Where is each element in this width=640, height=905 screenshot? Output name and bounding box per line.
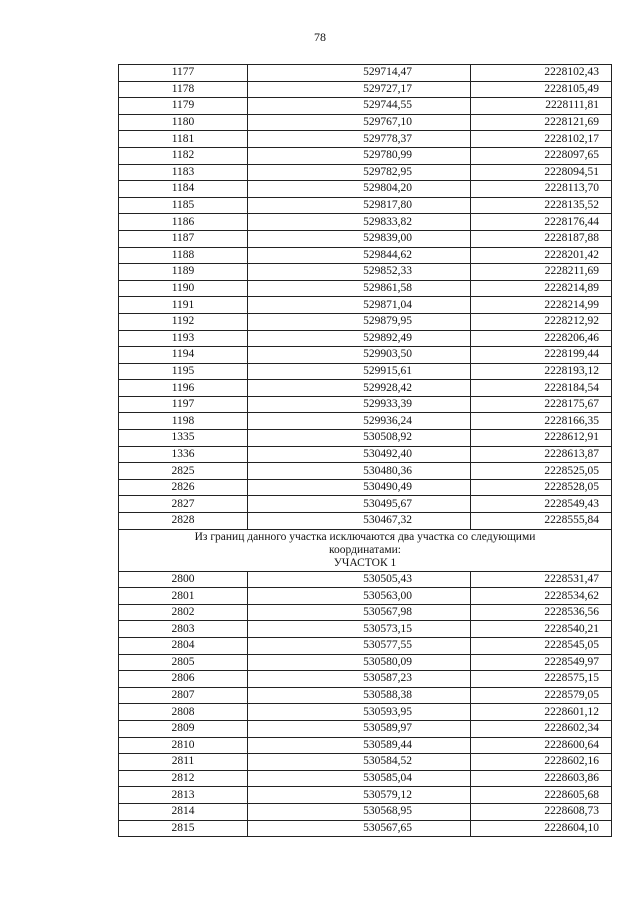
x-coordinate-cell: 530492,40 — [248, 446, 471, 463]
x-coordinate-cell: 530585,04 — [248, 770, 471, 787]
point-number-cell: 1190 — [119, 280, 248, 297]
x-coordinate-cell: 529782,95 — [248, 164, 471, 181]
point-number-cell: 1183 — [119, 164, 248, 181]
point-number-cell: 1178 — [119, 81, 248, 98]
table-row — [119, 770, 612, 787]
x-coordinate-cell: 529936,24 — [248, 413, 471, 430]
x-coordinate-cell: 530593,95 — [248, 704, 471, 721]
y-coordinate-cell: 2228176,44 — [471, 214, 612, 231]
exclusion-note-row — [119, 529, 612, 571]
point-number-cell: 1194 — [119, 347, 248, 364]
y-coordinate-cell: 2228187,88 — [471, 230, 612, 247]
table-row — [119, 230, 612, 247]
table-row — [119, 98, 612, 115]
x-coordinate-cell: 529744,55 — [248, 98, 471, 115]
point-number-cell: 2826 — [119, 479, 248, 496]
x-coordinate-cell: 530584,52 — [248, 754, 471, 771]
y-coordinate-cell: 2228193,12 — [471, 363, 612, 380]
x-coordinate-cell: 530580,09 — [248, 654, 471, 671]
x-coordinate-cell: 529727,17 — [248, 81, 471, 98]
table-row — [119, 737, 612, 754]
y-coordinate-cell: 2228601,12 — [471, 704, 612, 721]
x-coordinate-cell: 530573,15 — [248, 621, 471, 638]
x-coordinate-cell: 530589,44 — [248, 737, 471, 754]
table-row — [119, 363, 612, 380]
x-coordinate-cell: 530505,43 — [248, 571, 471, 588]
y-coordinate-cell: 2228579,05 — [471, 687, 612, 704]
table-row — [119, 264, 612, 281]
point-number-cell: 2811 — [119, 754, 248, 771]
table-row — [119, 347, 612, 364]
x-coordinate-cell: 530587,23 — [248, 671, 471, 688]
point-number-cell: 2809 — [119, 720, 248, 737]
table-row — [119, 330, 612, 347]
table-row — [119, 496, 612, 513]
point-number-cell: 2801 — [119, 588, 248, 605]
table-row — [119, 313, 612, 330]
table-row — [119, 820, 612, 837]
table-row — [119, 704, 612, 721]
x-coordinate-cell: 530577,55 — [248, 638, 471, 655]
point-number-cell: 2805 — [119, 654, 248, 671]
y-coordinate-cell: 2228605,68 — [471, 787, 612, 804]
x-coordinate-cell: 529871,04 — [248, 297, 471, 314]
x-coordinate-cell: 529861,58 — [248, 280, 471, 297]
exclusion-note-line2: координатами: — [329, 543, 401, 556]
coordinates-bottom-rows — [119, 571, 612, 837]
point-number-cell: 1180 — [119, 114, 248, 131]
y-coordinate-cell: 2228214,99 — [471, 297, 612, 314]
coordinates-table — [118, 64, 612, 837]
x-coordinate-cell: 529833,82 — [248, 214, 471, 231]
table-row — [119, 214, 612, 231]
y-coordinate-cell: 2228166,35 — [471, 413, 612, 430]
point-number-cell: 2814 — [119, 803, 248, 820]
y-coordinate-cell: 2228534,62 — [471, 588, 612, 605]
point-number-cell: 2802 — [119, 604, 248, 621]
point-number-cell: 2828 — [119, 513, 248, 530]
y-coordinate-cell: 2228549,97 — [471, 654, 612, 671]
x-coordinate-cell: 530589,97 — [248, 720, 471, 737]
y-coordinate-cell: 2228201,42 — [471, 247, 612, 264]
point-number-cell: 1335 — [119, 430, 248, 447]
y-coordinate-cell: 2228528,05 — [471, 479, 612, 496]
point-number-cell: 1188 — [119, 247, 248, 264]
point-number-cell: 1192 — [119, 313, 248, 330]
x-coordinate-cell: 529915,61 — [248, 363, 471, 380]
x-coordinate-cell: 529714,47 — [248, 65, 471, 82]
x-coordinate-cell: 529928,42 — [248, 380, 471, 397]
table-row — [119, 131, 612, 148]
table-row — [119, 446, 612, 463]
point-number-cell: 2803 — [119, 621, 248, 638]
table-row — [119, 164, 612, 181]
table-row — [119, 787, 612, 804]
y-coordinate-cell: 2228612,91 — [471, 430, 612, 447]
point-number-cell: 1187 — [119, 230, 248, 247]
exclusion-note — [119, 529, 612, 571]
point-number-cell: 1196 — [119, 380, 248, 397]
y-coordinate-cell: 2228613,87 — [471, 446, 612, 463]
table-row — [119, 588, 612, 605]
x-coordinate-cell: 530508,92 — [248, 430, 471, 447]
point-number-cell: 1197 — [119, 396, 248, 413]
table-row — [119, 720, 612, 737]
y-coordinate-cell: 2228206,46 — [471, 330, 612, 347]
x-coordinate-cell: 530579,12 — [248, 787, 471, 804]
x-coordinate-cell: 530568,95 — [248, 803, 471, 820]
point-number-cell: 1336 — [119, 446, 248, 463]
y-coordinate-cell: 2228102,43 — [471, 65, 612, 82]
y-coordinate-cell: 2228608,73 — [471, 803, 612, 820]
table-row — [119, 396, 612, 413]
x-coordinate-cell: 529804,20 — [248, 181, 471, 198]
table-row — [119, 413, 612, 430]
table-row — [119, 654, 612, 671]
y-coordinate-cell: 2228105,49 — [471, 81, 612, 98]
x-coordinate-cell: 529778,37 — [248, 131, 471, 148]
point-number-cell: 1193 — [119, 330, 248, 347]
y-coordinate-cell: 2228602,34 — [471, 720, 612, 737]
y-coordinate-cell: 2228113,70 — [471, 181, 612, 198]
section-title: УЧАСТОК 1 — [333, 556, 397, 569]
table-row — [119, 81, 612, 98]
x-coordinate-cell: 530490,49 — [248, 479, 471, 496]
point-number-cell: 2812 — [119, 770, 248, 787]
table-row — [119, 513, 612, 530]
table-row — [119, 803, 612, 820]
x-coordinate-cell: 529852,33 — [248, 264, 471, 281]
y-coordinate-cell: 2228199,44 — [471, 347, 612, 364]
table-row — [119, 247, 612, 264]
x-coordinate-cell: 529903,50 — [248, 347, 471, 364]
y-coordinate-cell: 2228214,89 — [471, 280, 612, 297]
table-row — [119, 604, 612, 621]
x-coordinate-cell: 529780,99 — [248, 147, 471, 164]
x-coordinate-cell: 529933,39 — [248, 396, 471, 413]
x-coordinate-cell: 530588,38 — [248, 687, 471, 704]
x-coordinate-cell: 530480,36 — [248, 463, 471, 480]
point-number-cell: 1195 — [119, 363, 248, 380]
point-number-cell: 1185 — [119, 197, 248, 214]
y-coordinate-cell: 2228097,65 — [471, 147, 612, 164]
point-number-cell: 1181 — [119, 131, 248, 148]
point-number-cell: 2825 — [119, 463, 248, 480]
x-coordinate-cell: 529767,10 — [248, 114, 471, 131]
y-coordinate-cell: 2228555,84 — [471, 513, 612, 530]
table-row — [119, 687, 612, 704]
exclusion-note-line1: Из границ данного участка исключаются два участка со следующими — [194, 530, 536, 543]
table-row — [119, 479, 612, 496]
y-coordinate-cell: 2228211,69 — [471, 264, 612, 281]
y-coordinate-cell: 2228102,17 — [471, 131, 612, 148]
table-row — [119, 147, 612, 164]
table-row — [119, 280, 612, 297]
x-coordinate-cell: 529892,49 — [248, 330, 471, 347]
table-row — [119, 380, 612, 397]
point-number-cell: 2815 — [119, 820, 248, 837]
y-coordinate-cell: 2228212,92 — [471, 313, 612, 330]
page-number: 78 — [314, 30, 326, 44]
point-number-cell: 2804 — [119, 638, 248, 655]
point-number-cell: 2827 — [119, 496, 248, 513]
table-row — [119, 621, 612, 638]
y-coordinate-cell: 2228602,16 — [471, 754, 612, 771]
table-row — [119, 181, 612, 198]
y-coordinate-cell: 2228549,43 — [471, 496, 612, 513]
table-row — [119, 638, 612, 655]
x-coordinate-cell: 529839,00 — [248, 230, 471, 247]
y-coordinate-cell: 2228604,10 — [471, 820, 612, 837]
table-row — [119, 671, 612, 688]
table-row — [119, 197, 612, 214]
table-row — [119, 114, 612, 131]
point-number-cell: 1184 — [119, 181, 248, 198]
x-coordinate-cell: 530467,32 — [248, 513, 471, 530]
y-coordinate-cell: 2228121,69 — [471, 114, 612, 131]
y-coordinate-cell: 2228135,52 — [471, 197, 612, 214]
point-number-cell: 1177 — [119, 65, 248, 82]
x-coordinate-cell: 530567,98 — [248, 604, 471, 621]
y-coordinate-cell: 2228600,64 — [471, 737, 612, 754]
point-number-cell: 1191 — [119, 297, 248, 314]
y-coordinate-cell: 2228175,67 — [471, 396, 612, 413]
y-coordinate-cell: 2228531,47 — [471, 571, 612, 588]
y-coordinate-cell: 2228545,05 — [471, 638, 612, 655]
coordinates-top-rows — [119, 65, 612, 530]
y-coordinate-cell: 2228575,15 — [471, 671, 612, 688]
table-row — [119, 297, 612, 314]
table-row — [119, 65, 612, 82]
table-row — [119, 571, 612, 588]
point-number-cell: 2813 — [119, 787, 248, 804]
x-coordinate-cell: 530495,67 — [248, 496, 471, 513]
point-number-cell: 1182 — [119, 147, 248, 164]
table-row — [119, 754, 612, 771]
point-number-cell: 1186 — [119, 214, 248, 231]
table-row — [119, 430, 612, 447]
x-coordinate-cell: 529844,62 — [248, 247, 471, 264]
point-number-cell: 2810 — [119, 737, 248, 754]
y-coordinate-cell: 2228536,56 — [471, 604, 612, 621]
y-coordinate-cell: 2228111,81 — [471, 98, 612, 115]
point-number-cell: 2807 — [119, 687, 248, 704]
x-coordinate-cell: 529879,95 — [248, 313, 471, 330]
x-coordinate-cell: 530567,65 — [248, 820, 471, 837]
point-number-cell: 2800 — [119, 571, 248, 588]
point-number-cell: 1179 — [119, 98, 248, 115]
y-coordinate-cell: 2228184,54 — [471, 380, 612, 397]
point-number-cell: 1198 — [119, 413, 248, 430]
point-number-cell: 1189 — [119, 264, 248, 281]
y-coordinate-cell: 2228603,86 — [471, 770, 612, 787]
table-row — [119, 463, 612, 480]
x-coordinate-cell: 529817,80 — [248, 197, 471, 214]
point-number-cell: 2808 — [119, 704, 248, 721]
point-number-cell: 2806 — [119, 671, 248, 688]
y-coordinate-cell: 2228525,05 — [471, 463, 612, 480]
y-coordinate-cell: 2228094,51 — [471, 164, 612, 181]
x-coordinate-cell: 530563,00 — [248, 588, 471, 605]
y-coordinate-cell: 2228540,21 — [471, 621, 612, 638]
